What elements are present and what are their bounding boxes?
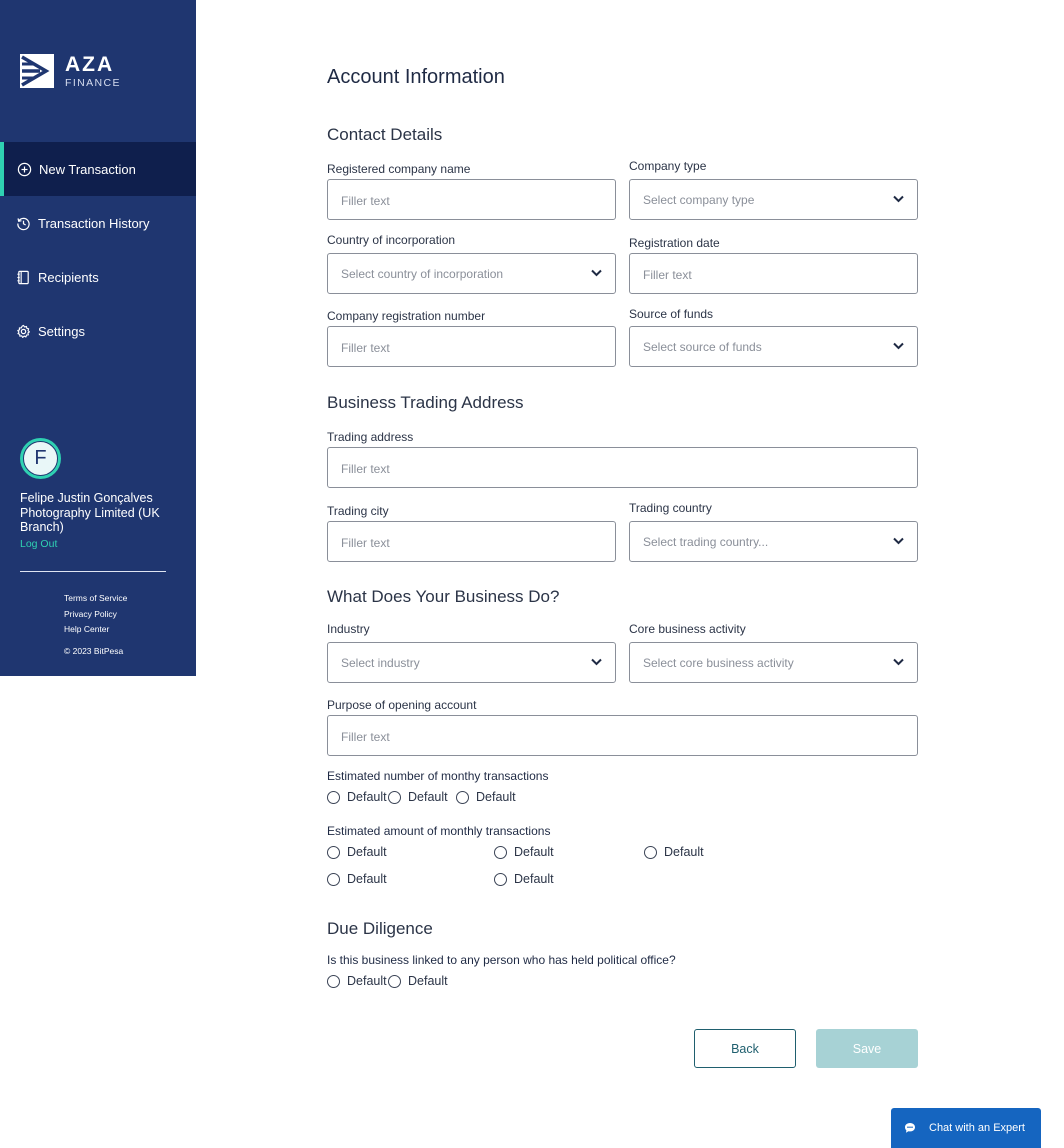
avatar[interactable]	[20, 438, 61, 479]
industry-placeholder: Select industry	[341, 655, 420, 670]
chat-with-expert-button[interactable]	[891, 1108, 1041, 1148]
country-incorporation-select[interactable]	[327, 253, 616, 294]
trading-city-placeholder: Filler text	[341, 536, 390, 550]
registration-number-label: Company registration number	[327, 309, 486, 323]
chevron-down-icon	[893, 342, 904, 350]
trading-address-input[interactable]	[327, 447, 918, 488]
brand-logo[interactable]	[20, 54, 121, 89]
trading-address-placeholder: Filler text	[341, 462, 390, 476]
num-transactions-option-1[interactable]	[327, 790, 387, 804]
sidebar-item-label: Recipients	[38, 269, 99, 285]
trading-city-input[interactable]	[327, 521, 616, 562]
amount-transactions-option-5[interactable]	[494, 872, 554, 886]
radio-circle	[327, 791, 340, 804]
industry-label: Industry	[327, 622, 370, 636]
radio-circle	[327, 846, 340, 859]
trading-country-placeholder: Select trading country...	[643, 534, 769, 549]
terms-link[interactable]: Terms of Service	[64, 593, 128, 603]
chat-label: Chat with an Expert	[929, 1122, 1025, 1134]
amount-transactions-option-4[interactable]	[327, 872, 387, 886]
political-option-2[interactable]	[388, 974, 448, 988]
political-question: Is this business linked to any person who has held political office?	[327, 953, 676, 967]
radio-label: Default	[408, 974, 448, 988]
plus-circle-icon	[17, 162, 32, 177]
user-name: Felipe Justin Gonçalves Photography Limited (UK Branch)	[20, 491, 160, 534]
radio-label: Default	[664, 845, 704, 859]
trading-city-label: Trading city	[327, 504, 389, 518]
sidebar-divider	[20, 571, 166, 572]
registration-date-placeholder: Filler text	[643, 268, 692, 282]
avatar-initial: F	[23, 441, 58, 476]
radio-label: Default	[514, 872, 554, 886]
back-button[interactable]: Back	[694, 1029, 796, 1068]
amount-transactions-option-1[interactable]	[327, 845, 387, 859]
sidebar-item-new-transaction[interactable]	[0, 142, 196, 196]
sidebar-item-label: New Transaction	[39, 161, 136, 177]
radio-label: Default	[408, 790, 448, 804]
chevron-down-icon	[893, 658, 904, 666]
section-title-business: What Does Your Business Do?	[327, 587, 560, 606]
registration-date-input[interactable]	[629, 253, 918, 294]
registration-number-input[interactable]	[327, 326, 616, 367]
brand-name: AZA	[65, 53, 115, 76]
country-incorporation-label: Country of incorporation	[327, 233, 456, 247]
company-name-input[interactable]	[327, 179, 616, 220]
help-center-link[interactable]: Help Center	[64, 624, 110, 634]
sidebar-item-label: Transaction History	[38, 215, 150, 231]
company-name-label: Registered company name	[327, 162, 471, 176]
radio-label: Default	[347, 845, 387, 859]
company-name-placeholder: Filler text	[341, 194, 390, 208]
brand-subname: FINANCE	[65, 77, 121, 89]
save-button[interactable]: Save	[816, 1029, 918, 1068]
radio-label: Default	[476, 790, 516, 804]
company-type-select[interactable]	[629, 179, 918, 220]
chevron-down-icon	[893, 537, 904, 545]
logout-link[interactable]: Log Out	[20, 538, 58, 550]
trading-country-label: Trading country	[629, 501, 712, 515]
sidebar-nav	[0, 142, 196, 358]
radio-label: Default	[514, 845, 554, 859]
section-title-diligence: Due Diligence	[327, 919, 433, 938]
purpose-label: Purpose of opening account	[327, 698, 477, 712]
sidebar-item-label: Settings	[38, 323, 85, 339]
chat-bubble-icon	[904, 1122, 916, 1134]
trading-address-label: Trading address	[327, 430, 414, 444]
radio-label: Default	[347, 974, 387, 988]
section-title-contact: Contact Details	[327, 125, 443, 144]
source-funds-label: Source of funds	[629, 307, 714, 321]
political-option-1[interactable]	[327, 974, 387, 988]
amount-transactions-label: Estimated amount of monthly transactions	[327, 824, 551, 838]
registration-number-placeholder: Filler text	[341, 341, 390, 355]
radio-label: Default	[347, 872, 387, 886]
core-activity-select[interactable]	[629, 642, 918, 683]
purpose-input[interactable]	[327, 715, 918, 756]
num-transactions-option-3[interactable]	[456, 790, 516, 804]
amount-transactions-option-2[interactable]	[494, 845, 554, 859]
company-type-label: Company type	[629, 159, 707, 173]
industry-select[interactable]	[327, 642, 616, 683]
chevron-down-icon	[591, 269, 602, 277]
sidebar-item-transaction-history[interactable]	[0, 196, 196, 250]
gear-icon	[16, 324, 31, 339]
registration-date-label: Registration date	[629, 236, 720, 250]
core-activity-placeholder: Select core business activity	[643, 655, 794, 670]
radio-circle	[644, 846, 657, 859]
page-title: Account Information	[327, 66, 505, 88]
source-funds-select[interactable]	[629, 326, 918, 367]
copyright: © 2023 BitPesa	[64, 646, 124, 656]
chevron-down-icon	[591, 658, 602, 666]
radio-circle	[327, 873, 340, 886]
purpose-placeholder: Filler text	[341, 730, 390, 744]
sidebar-item-recipients[interactable]	[0, 250, 196, 304]
country-incorporation-placeholder: Select country of incorporation	[341, 266, 504, 281]
source-funds-placeholder: Select source of funds	[643, 339, 762, 354]
radio-circle	[388, 791, 401, 804]
radio-label: Default	[347, 790, 387, 804]
history-icon	[16, 216, 31, 231]
chevron-down-icon	[893, 195, 904, 203]
trading-country-select[interactable]	[629, 521, 918, 562]
company-type-placeholder: Select company type	[643, 192, 755, 207]
section-title-trading: Business Trading Address	[327, 393, 524, 412]
amount-transactions-option-3[interactable]	[644, 845, 704, 859]
footer-links	[64, 591, 127, 638]
num-transactions-option-2[interactable]	[388, 790, 448, 804]
privacy-link[interactable]: Privacy Policy	[64, 608, 117, 619]
num-transactions-label: Estimated number of monthy transactions	[327, 769, 549, 783]
radio-circle	[494, 846, 507, 859]
sidebar-item-settings[interactable]	[0, 304, 196, 358]
radio-circle	[388, 975, 401, 988]
radio-circle	[327, 975, 340, 988]
aza-logo-icon	[20, 54, 54, 88]
core-activity-label: Core business activity	[629, 622, 746, 636]
sidebar	[0, 0, 196, 676]
address-book-icon	[16, 270, 31, 285]
radio-circle	[494, 873, 507, 886]
radio-circle	[456, 791, 469, 804]
